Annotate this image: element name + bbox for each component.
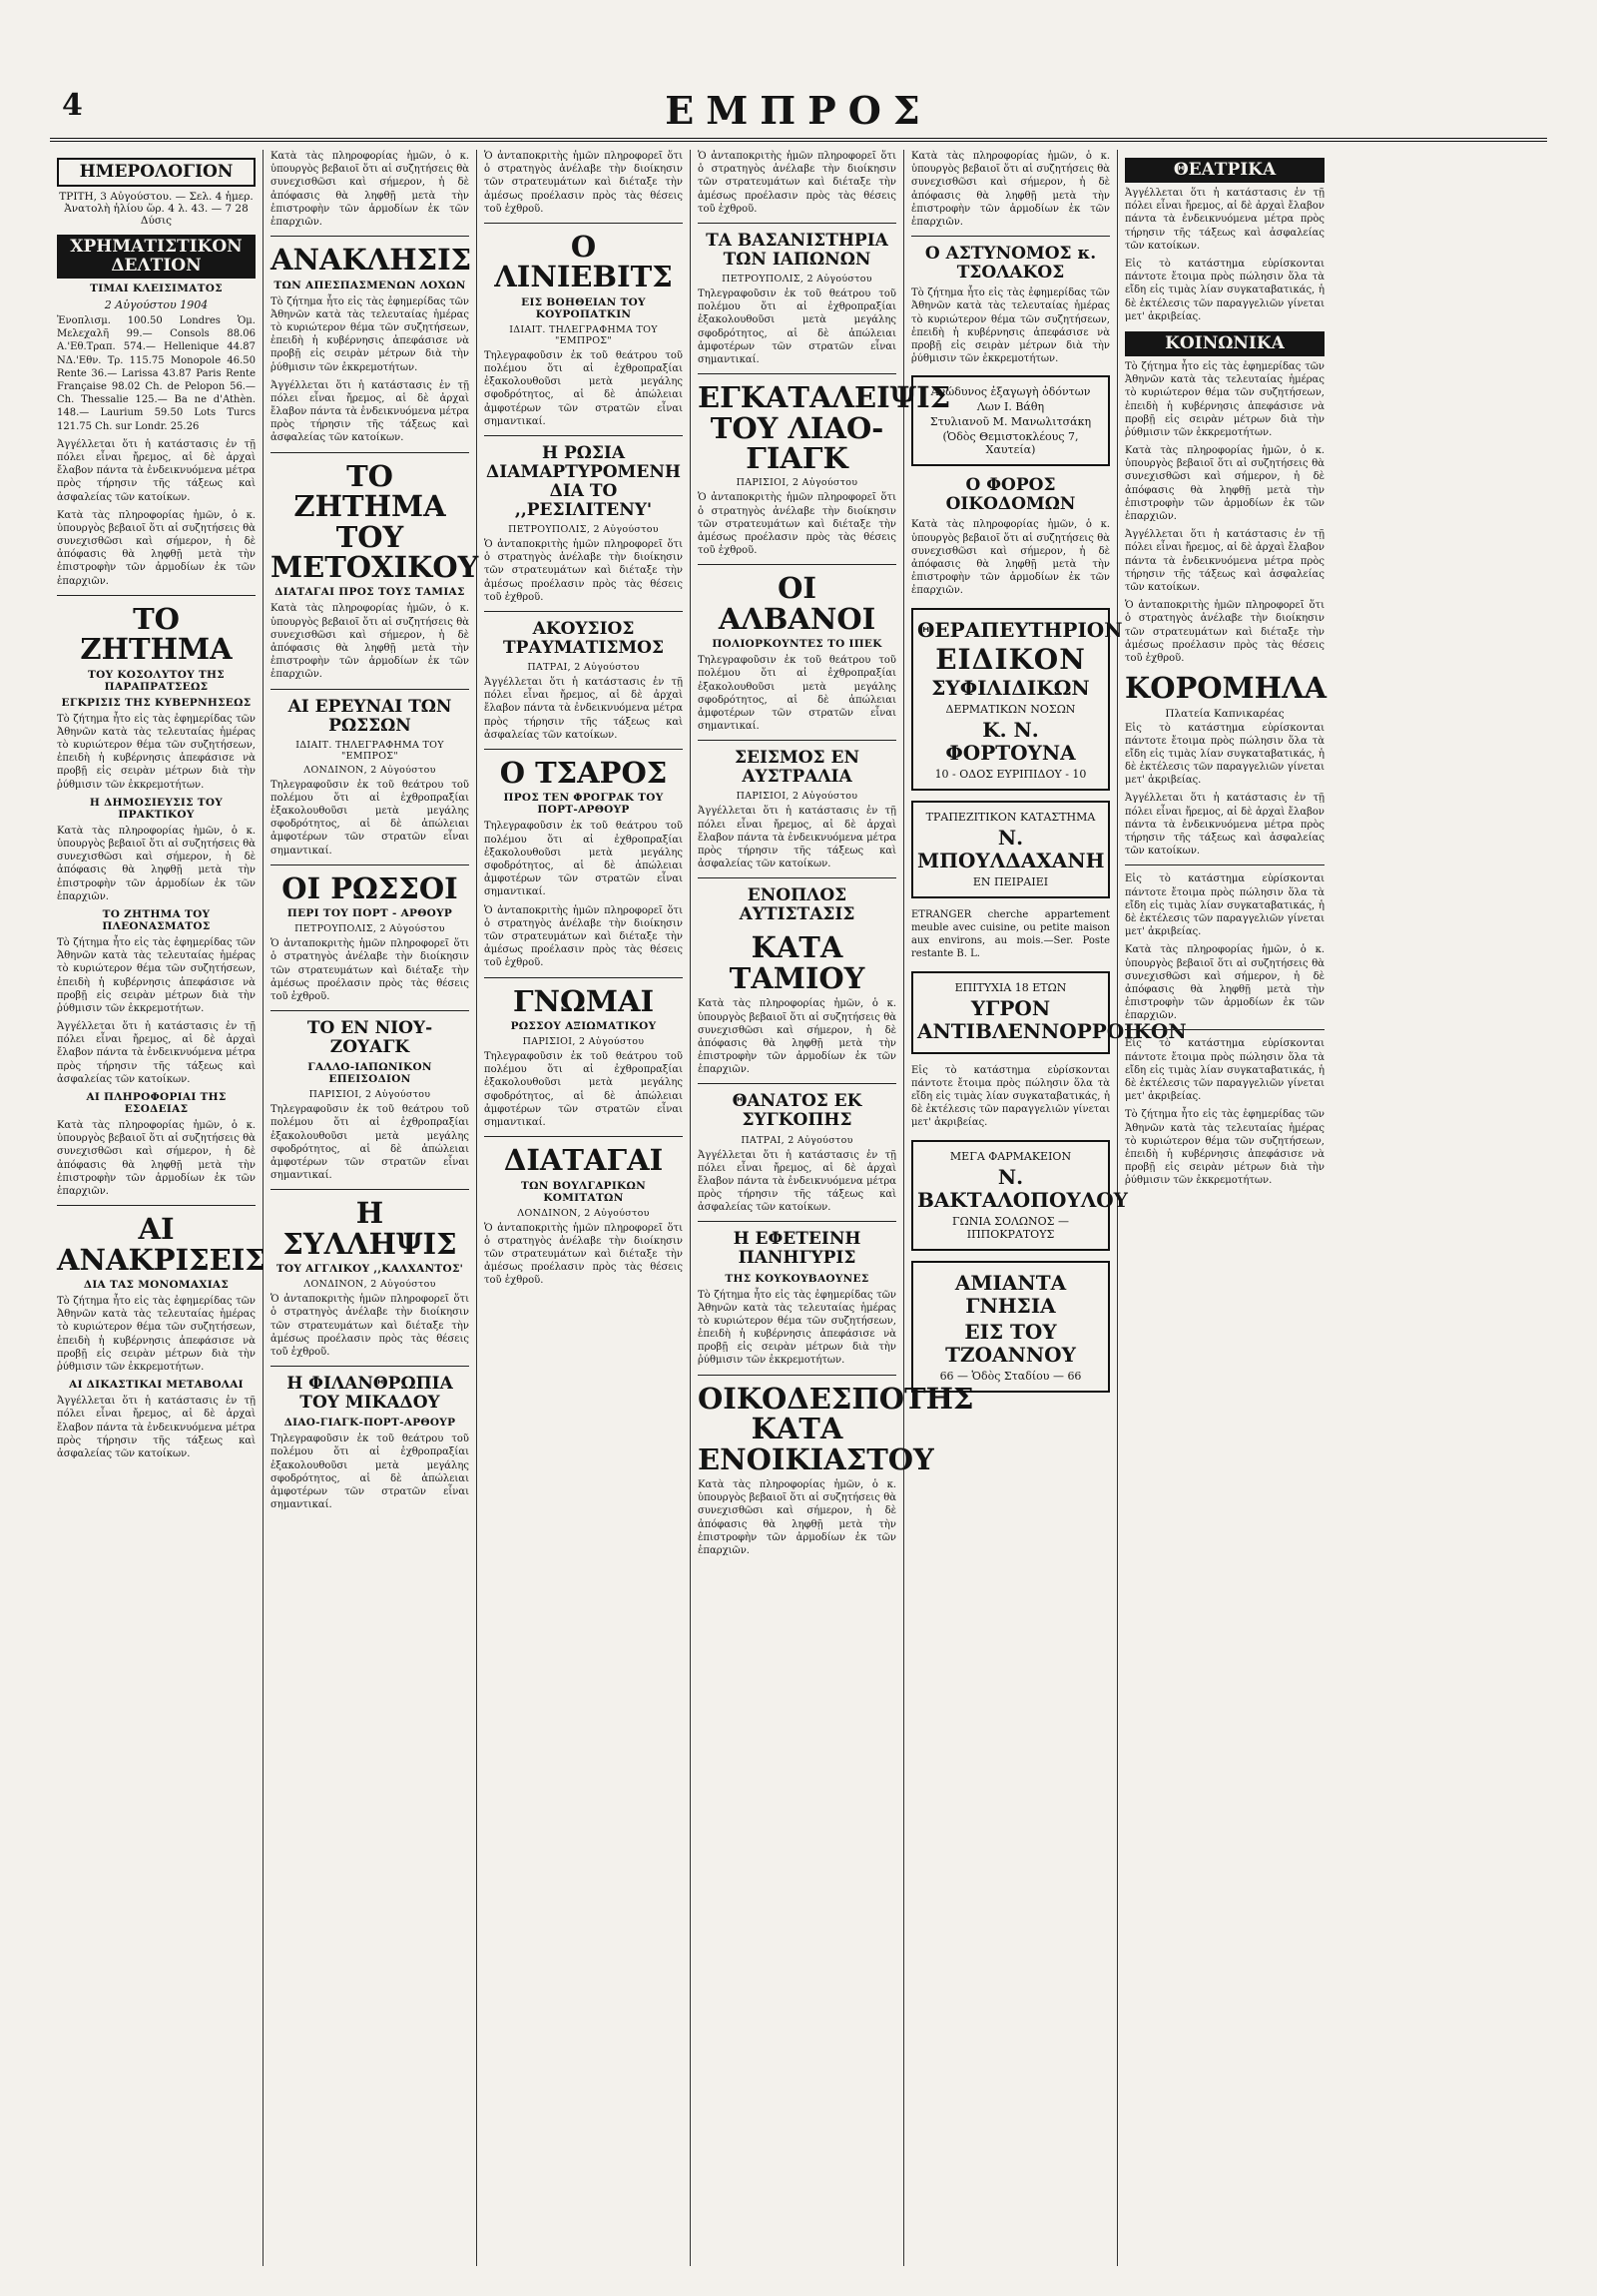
paper-title: ΕΜΠΡΟΣ bbox=[665, 88, 932, 133]
column-4 bbox=[691, 150, 974, 2266]
article-text: Κατὰ τὰς πληροφορίας ἡμῶν, ὁ κ. ὑπουργὸς βεβαιοῖ ὅτι αἱ συζητήσεις θὰ συνεχισθῶσι καὶ σήμερον, ἡ δὲ ἀπόφασις θὰ ληφθῇ μετὰ τὴν ἐπιστροφὴν τῶν ἀρμοδίων ἐκ τῶν ἐπαρχιῶν. bbox=[57, 509, 256, 587]
wire-dateline: ΛΟΝΔΙΝΟΝ, 2 Αὐγούστου bbox=[517, 1207, 650, 1219]
article-subtitle: ΔΙΑΤΑΓΑΙ ΠΡΟΣ ΤΟΥΣ ΤΑΜΙΑΣ bbox=[274, 586, 465, 599]
article-subtitle: ΤΟΥ ΑΓΓΛΙΚΟΥ ,,ΚΑΛΧΑΝΤΟΣ' bbox=[275, 1263, 464, 1276]
article-text: Τηλεγραφοῦσιν ἐκ τοῦ θεάτρου τοῦ πολέμου ὅτι αἱ ἐχθροπραξίαι ἐξακολουθοῦσι μετὰ μεγάλης σφοδρότητος, αἱ δὲ ἀπώλειαι ἀμφοτέρων τῶν στρατῶν εἶναι σημαντικαί. bbox=[270, 779, 469, 857]
article-text: Ἀγγέλλεται ὅτι ἡ κατάστασις ἐν τῇ πόλει εἶναι ἤρεμος, αἱ δὲ ἀρχαὶ ἔλαβον πάντα τὰ ἐνδεικνυόμενα μέτρα πρὸς τήρησιν τῆς τάξεως καὶ ἀσφαλείας τῶν κατοίκων. bbox=[698, 1149, 896, 1214]
article-title: Ο ΤΣΑΡΟΣ bbox=[499, 756, 668, 790]
article-text: Ἀγγέλλεται ὅτι ἡ κατάστασις ἐν τῇ πόλει εἶναι ἤρεμος, αἱ δὲ ἀρχαὶ ἔλαβον πάντα τὰ ἐνδεικνυόμενα μέτρα πρὸς τήρησιν τῆς τάξεως καὶ ἀσφαλείας τῶν κατοίκων. bbox=[1125, 529, 1325, 593]
article-title: Η ΡΩΣΙΑ ΔΙΑΜΑΡΤΥΡΟΜΕΝΗ ΔΙΑ ΤΟ ,,ΡΕΣΙΛΙΤΕΝΥ' bbox=[486, 442, 681, 521]
article-text: Κατὰ τὰς πληροφορίας ἡμῶν, ὁ κ. ὑπουργὸς βεβαιοῖ ὅτι αἱ συζητήσεις θὰ συνεχισθῶσι καὶ σήμερον, ἡ δὲ ἀπόφασις θὰ ληφθῇ μετὰ τὴν ἐπιστροφὴν τῶν ἀρμοδίων ἐκ τῶν ἐπαρχιῶν. bbox=[1125, 445, 1325, 522]
calendar-line: ΤΡΙΤΗ, 3 Αὐγούστου. — Σελ. 4 ἡμερ. Ἀνατολὴ ἡλίου ὥρ. 4 λ. 43. — 7 28 Δύσις bbox=[59, 191, 254, 228]
article-subtitle: ΠΕΡΙ ΤΟΥ ΠΟΡΤ - ΑΡΘΟΥΡ bbox=[286, 907, 453, 920]
ad-line: ΜΕΓΑ ΦΑΡΜΑΚΕΙΟΝ bbox=[949, 1149, 1072, 1163]
article-text: Κατὰ τὰς πληροφορίας ἡμῶν, ὁ κ. ὑπουργὸς βεβαιοῖ ὅτι αἱ συζητήσεις θὰ συνεχισθῶσι καὶ σήμερον, ἡ δὲ ἀπόφασις θὰ ληφθῇ μετὰ τὴν ἐπιστροφὴν τῶν ἀρμοδίων ἐκ τῶν ἐπαρχιῶν. bbox=[911, 519, 1110, 597]
divider bbox=[698, 1375, 896, 1376]
article-text: Εἰς τὸ κατάστημα εὑρίσκονται πάντοτε ἔτοιμα πρὸς πώλησιν ὅλα τὰ εἴδη εἰς τιμὰς λίαν συγκαταβατικάς, ἡ δὲ ἐκτέλεσις τῶν παραγγελιῶν γίνεται μετ' ἀκριβείας. bbox=[1125, 1038, 1325, 1103]
article-text: Κατὰ τὰς πληροφορίας ἡμῶν, ὁ κ. ὑπουργὸς βεβαιοῖ ὅτι αἱ συζητήσεις θὰ συνεχισθῶσι καὶ σήμερον, ἡ δὲ ἀπόφασις θὰ ληφθῇ μετὰ τὴν ἐπιστροφὴν τῶν ἀρμοδίων ἐκ τῶν ἐπαρχιῶν. bbox=[1125, 944, 1325, 1022]
article-text: Ὁ ἀνταποκριτὴς ἡμῶν πληροφορεῖ ὅτι ὁ στρατηγὸς ἀνέλαβε τὴν διοίκησιν τῶν στρατευμάτων καὶ διέταξε τὴν ἀμέσως προέλασιν πρὸς τὰς θέσεις τοῦ ἐχθροῦ. bbox=[698, 492, 896, 557]
ad-line: ΕΝ ΠΕΙΡΑΙΕΙ bbox=[972, 874, 1049, 888]
wire-dateline: ΠΕΤΡΟΥΠΟΛΙΣ, 2 Αὐγούστου bbox=[722, 274, 872, 285]
divider bbox=[270, 236, 469, 237]
classified-text: ETRANGER cherche appartement meuble avec cuisine, ou petite maison aux environs, au mois.—Ser. Poste restante B. L. bbox=[911, 908, 1110, 960]
article-subtitle: ΑΙ ΠΛΗΡΟΦΟΡΙΑΙ ΤΗΣ ΕΣΟΔΕΙΑΣ bbox=[86, 1091, 227, 1116]
article-title: Ο ΦΟΡΟΣ ΟΙΚΟΔΟΜΩΝ bbox=[945, 475, 1076, 515]
divider bbox=[1125, 864, 1325, 865]
divider bbox=[1125, 1029, 1325, 1030]
prices-date: 2 Αὐγούστου 1904 bbox=[104, 298, 209, 312]
article-text: Τὸ ζήτημα ἦτο εἰς τὰς ἐφημερίδας τῶν Ἀθηνῶν κατὰ τὰς τελευταίας ἡμέρας τὸ κυριώτερον θέμα τῶν συζητήσεων, ἐπειδὴ ἡ κυβέρνησις ἀπεφάσισε νὰ προβῇ εἰς σειρὰν μέτρων διὰ τὴν ῥύθμισιν τῶν ἐκκρεμοτήτων. bbox=[1125, 1109, 1325, 1187]
article-title: ΚΑΤΑ ΤΑΜΙΟΥ bbox=[729, 930, 865, 995]
ad-line: ΕΠΙΤΥΧΙΑ 18 ΕΤΩΝ bbox=[954, 980, 1067, 994]
article-title: Η ΕΦΕΤΕΙΝΗ ΠΑΝΗΓΥΡΙΣ bbox=[733, 1229, 861, 1269]
article-text: Τὸ ζήτημα ἦτο εἰς τὰς ἐφημερίδας τῶν Ἀθηνῶν κατὰ τὰς τελευταίας ἡμέρας τὸ κυριώτερον θέμα τῶν συζητήσεων, ἐπειδὴ ἡ κυβέρνησις ἀπεφάσισε νὰ προβῇ εἰς σειρὰν μέτρων διὰ τὴν ῥύθμισιν τῶν ἐκκρεμοτήτων. bbox=[57, 1296, 256, 1373]
ad-address: 66 — Ὁδὸς Σταδίου — 66 bbox=[939, 1369, 1082, 1383]
article-text: Τηλεγραφοῦσιν ἐκ τοῦ θεάτρου τοῦ πολέμου ὅτι αἱ ἐχθροπραξίαι ἐξακολουθοῦσι μετὰ μεγάλης σφοδρότητος, αἱ δὲ ἀπώλειαι ἀμφοτέρων τῶν στρατῶν εἶναι σημαντικαί. bbox=[484, 821, 683, 898]
ad-address: Πλατεία Καπνικαρέας bbox=[1165, 707, 1285, 720]
article-text: Τὸ ζήτημα ἦτο εἰς τὰς ἐφημερίδας τῶν Ἀθηνῶν κατὰ τὰς τελευταίας ἡμέρας τὸ κυριώτερον θέμα τῶν συζητήσεων, ἐπειδὴ ἡ κυβέρνησις ἀπεφάσισε νὰ προβῇ εἰς σειρὰν μέτρων διὰ τὴν ῥύθμισιν τῶν ἐκκρεμοτήτων. bbox=[1125, 360, 1325, 438]
article-text: Ἀγγέλλεται ὅτι ἡ κατάστασις ἐν τῇ πόλει εἶναι ἤρεμος, αἱ δὲ ἀρχαὶ ἔλαβον πάντα τὰ ἐνδεικνυόμενα μέτρα πρὸς τήρησιν τῆς τάξεως καὶ ἀσφαλείας τῶν κατοίκων. bbox=[698, 806, 896, 870]
article-title: ΤΟ ΖΗΤΗΜΑ ΤΟΥ ΜΕΤΟΧΙΚΟΥ bbox=[270, 458, 479, 584]
divider bbox=[484, 611, 683, 612]
article-text: Τὸ ζήτημα ἦτο εἰς τὰς ἐφημερίδας τῶν Ἀθηνῶν κατὰ τὰς τελευταίας ἡμέρας τὸ κυριώτερον θέμα τῶν συζητήσεων, ἐπειδὴ ἡ κυβέρνησις ἀπεφάσισε νὰ προβῇ εἰς σειρὰν μέτρων διὰ τὴν ῥύθμισιν τῶν ἐκκρεμοτήτων. bbox=[270, 295, 469, 373]
divider bbox=[270, 689, 469, 690]
dentist-ad bbox=[911, 375, 1110, 466]
ad-line: Στυλιανοῦ Μ. Μανωλιτσάκη bbox=[929, 415, 1092, 429]
article-text: Κατὰ τὰς πληροφορίας ἡμῶν, ὁ κ. ὑπουργὸς βεβαιοῖ ὅτι αἱ συζητήσεις θὰ συνεχισθῶσι καὶ σήμερον, ἡ δὲ ἀπόφασις θὰ ληφθῇ μετὰ τὴν ἐπιστροφὴν τῶν ἀρμοδίων ἐκ τῶν ἐπαρχιῶν. bbox=[698, 1478, 896, 1556]
article-title: ΑΝΑΚΛΗΣΙΣ bbox=[270, 243, 472, 278]
article-title: ΕΓΚΑΤΑΛΕΙΨΙΣ ΤΟΥ ΛΙΑΟ-ΓΙΑΓΚ bbox=[698, 380, 951, 475]
article-text: Τηλεγραφοῦσιν ἐκ τοῦ θεάτρου τοῦ πολέμου ὅτι αἱ ἐχθροπραξίαι ἐξακολουθοῦσι μετὰ μεγάλης σφοδρότητος, αἱ δὲ ἀπώλειαι ἀμφοτέρων τῶν στρατῶν εἶναι σημαντικαί. bbox=[698, 655, 896, 733]
pharmacy-ad bbox=[911, 1140, 1128, 1251]
article-text: Ἀγγέλλεται ὅτι ἡ κατάστασις ἐν τῇ πόλει εἶναι ἤρεμος, αἱ δὲ ἀρχαὶ ἔλαβον πάντα τὰ ἐνδεικνυόμενα μέτρα πρὸς τήρησιν τῆς τάξεως καὶ ἀσφαλείας τῶν κατοίκων. bbox=[57, 438, 256, 503]
divider bbox=[270, 1010, 469, 1011]
divider bbox=[698, 740, 896, 741]
article-subtitle: ΕΓΚΡΙΣΙΣ ΤΗΣ ΚΥΒΕΡΝΗΣΕΩΣ bbox=[61, 696, 252, 709]
article-title: ΟΙ ΑΛΒΑΝΟΙ bbox=[718, 571, 876, 636]
ad-heading: Ν. ΜΠΟΥΛΔΑΧΑΝΗ bbox=[917, 825, 1105, 872]
article-title: Ο ΛΙΝΙΕΒΙΤΣ bbox=[494, 229, 673, 294]
article-text: Εἰς τὸ κατάστημα εὑρίσκονται πάντοτε ἔτοιμα πρὸς πώλησιν ὅλα τὰ εἴδη εἰς τιμὰς λίαν συγκαταβατικάς, ἡ δὲ ἐκτέλεσις τῶν παραγγελιῶν γίνεται μετ' ἀκριβείας. bbox=[1125, 258, 1325, 322]
column-1 bbox=[50, 150, 264, 2266]
wire-dateline: ΠΑΤΡΑΙ, 2 Αὐγούστου bbox=[741, 1134, 853, 1146]
divider bbox=[484, 435, 683, 436]
article-text: Τηλεγραφοῦσιν ἐκ τοῦ θεάτρου τοῦ πολέμου ὅτι αἱ ἐχθροπραξίαι ἐξακολουθοῦσι μετὰ μεγάλης σφοδρότητος, αἱ δὲ ἀπώλειαι ἀμφοτέρων τῶν στρατῶν εἶναι σημαντικαί. bbox=[484, 1050, 683, 1128]
divider bbox=[698, 564, 896, 565]
article-title: ΤΟ ΖΗΤΗΜΑ bbox=[80, 601, 233, 667]
article-text: Ἀγγέλλεται ὅτι ἡ κατάστασις ἐν τῇ πόλει εἶναι ἤρεμος, αἱ δὲ ἀρχαὶ ἔλαβον πάντα τὰ ἐνδεικνυόμενα μέτρα πρὸς τήρησιν τῆς τάξεως καὶ ἀσφαλείας τῶν κατοίκων. bbox=[1125, 793, 1325, 858]
article-subtitle: ΤΗΣ ΚΟΥΚΟΥΒΑΟΥΝΕΣ bbox=[725, 1272, 869, 1285]
ad-line: ΔΕΡΜΑΤΙΚΩΝ ΝΟΣΩΝ bbox=[945, 702, 1076, 716]
divider bbox=[484, 223, 683, 224]
article-subtitle: ΕΙΣ ΒΟΗΘΕΙΑΝ ΤΟΥ ΚΟΥΡΟΠΑΤΚΙΝ bbox=[521, 295, 646, 320]
article-title: ΕΝΟΠΛΟΣ ΑΥΤΙΣΤΑΣΙΣ bbox=[739, 885, 855, 925]
divider bbox=[270, 1189, 469, 1190]
article-text: Ὁ ἀνταποκριτὴς ἡμῶν πληροφορεῖ ὅτι ὁ στρατηγὸς ἀνέλαβε τὴν διοίκησιν τῶν στρατευμάτων καὶ διέταξε τὴν ἀμέσως προέλασιν πρὸς τὰς θέσεις τοῦ ἐχθροῦ. bbox=[270, 938, 469, 1002]
calendar-heading: ΗΜΕΡΟΛΟΓΙΟΝ bbox=[57, 158, 256, 187]
ad-heading: ΣΥΦΙΛΙΔΙΚΩΝ bbox=[931, 675, 1090, 700]
section-heading: ΘΕΑΤΡΙΚΑ bbox=[1125, 158, 1325, 183]
article-title: ΘΑΝΑΤΟΣ ΕΚ ΣΥΓΚΟΠΗΣ bbox=[732, 1091, 862, 1131]
article-text: Τηλεγραφοῦσιν ἐκ τοῦ θεάτρου τοῦ πολέμου ὅτι αἱ ἐχθροπραξίαι ἐξακολουθοῦσι μετὰ μεγάλης σφοδρότητος, αἱ δὲ ἀπώλειαι ἀμφοτέρων τῶν στρατῶν εἶναι σημαντικαί. bbox=[270, 1434, 469, 1511]
article-title: Η ΦΙΛΑΝΘΡΩΠΙΑ ΤΟΥ ΜΙΚΑΔΟΥ bbox=[286, 1374, 453, 1414]
article-title: ΟΙ ΡΩΣΣΟΙ bbox=[281, 870, 458, 905]
column-6 bbox=[1118, 150, 1331, 2266]
article-title: ΤΑ ΒΑΣΑΝΙΣΤΗΡΙΑ ΤΩΝ ΙΑΠΩΝΩΝ bbox=[706, 230, 888, 270]
article-text: Κατὰ τὰς πληροφορίας ἡμῶν, ὁ κ. ὑπουργὸς βεβαιοῖ ὅτι αἱ συζητήσεις θὰ συνεχισθῶσι καὶ σήμερον, ἡ δὲ ἀπόφασις θὰ ληφθῇ μετὰ τὴν ἐπιστροφὴν τῶν ἀρμοδίων ἐκ τῶν ἐπαρχιῶν. bbox=[57, 1120, 256, 1197]
divider bbox=[484, 749, 683, 750]
article-text: Ὁ ἀνταποκριτὴς ἡμῶν πληροφορεῖ ὅτι ὁ στρατηγὸς ἀνέλαβε τὴν διοίκησιν τῶν στρατευμάτων καὶ διέταξε τὴν ἀμέσως προέλασιν πρὸς τὰς θέσεις τοῦ ἐχθροῦ. bbox=[270, 1294, 469, 1358]
prices-heading: ΤΙΜΑΙ ΚΛΕΙΣΙΜΑΤΟΣ bbox=[90, 283, 223, 295]
article-text: Ὁ ἀνταποκριτὴς ἡμῶν πληροφορεῖ ὅτι ὁ στρατηγὸς ἀνέλαβε τὴν διοίκησιν τῶν στρατευμάτων καὶ διέταξε τὴν ἀμέσως προέλασιν πρὸς τὰς θέσεις τοῦ ἐχθροῦ. bbox=[698, 151, 896, 215]
masthead-rule bbox=[50, 138, 1547, 142]
article-text: Εἰς τὸ κατάστημα εὑρίσκονται πάντοτε ἔτοιμα πρὸς πώλησιν ὅλα τὰ εἴδη εἰς τιμὰς λίαν συγκαταβατικάς, ἡ δὲ ἐκτέλεσις τῶν παραγγελιῶν γίνεται μετ' ἀκριβείας. bbox=[1125, 722, 1325, 787]
article-subtitle: ΤΟΥ ΚΟΣΟΛΥΤΟΥ ΤΗΣ ΠΑΡΑΠΡΑΤΣΕΩΣ bbox=[88, 668, 225, 693]
article-title: Ο ΑΣΤΥΝΟΜΟΣ κ. ΤΣΟΛΑΚΟΣ bbox=[924, 244, 1097, 284]
ad-doctor: Κ. Ν. ΦΟΡΤΟΥΝΑ bbox=[945, 717, 1076, 765]
article-text: Ἀγγέλλεται ὅτι ἡ κατάστασις ἐν τῇ πόλει εἶναι ἤρεμος, αἱ δὲ ἀρχαὶ ἔλαβον πάντα τὰ ἐνδεικνυόμενα μέτρα πρὸς τήρησιν τῆς τάξεως καὶ ἀσφαλείας τῶν κατοίκων. bbox=[270, 379, 469, 444]
ad-heading: ΕΙΣ ΤΟΥ ΤΖΟΑΝΝΟΥ bbox=[945, 1319, 1076, 1367]
ad-heading: ΕΙΔΙΚΟΝ bbox=[935, 642, 1086, 676]
column-5 bbox=[904, 150, 1187, 2266]
divider bbox=[270, 864, 469, 865]
divider bbox=[698, 223, 896, 224]
ad-heading: ΑΜΙΑΝΤΑ ΓΝΗΣΙΑ bbox=[954, 1270, 1067, 1318]
wire-dateline: ΠΕΤΡΟΥΠΟΛΙΣ, 2 Αὐγούστου bbox=[508, 524, 659, 536]
article-text: Κατὰ τὰς πληροφορίας ἡμῶν, ὁ κ. ὑπουργὸς βεβαιοῖ ὅτι αἱ συζητήσεις θὰ συνεχισθῶσι καὶ σήμερον, ἡ δὲ ἀπόφασις θὰ ληφθῇ μετὰ τὴν ἐπιστροφὴν τῶν ἀρμοδίων ἐκ τῶν ἐπαρχιῶν. bbox=[698, 998, 896, 1076]
article-text: Τηλεγραφοῦσιν ἐκ τοῦ θεάτρου τοῦ πολέμου ὅτι αἱ ἐχθροπραξίαι ἐξακολουθοῦσι μετὰ μεγάλης σφοδρότητος, αἱ δὲ ἀπώλειαι ἀμφοτέρων τῶν στρατῶν εἶναι σημαντικαί. bbox=[270, 1104, 469, 1182]
article-title: ΑΙ ΕΡΕΥΝΑΙ ΤΩΝ ΡΩΣΣΩΝ bbox=[287, 696, 452, 736]
wire-dateline: ΠΑΡΙΣΙΟΙ, 2 Αὐγούστου bbox=[308, 1089, 431, 1101]
article-subtitle: ΤΩΝ ΑΠΕΣΠΑΣΜΕΝΩΝ ΛΟΧΩΝ bbox=[273, 279, 466, 291]
divider bbox=[698, 1083, 896, 1084]
divider bbox=[270, 452, 469, 453]
ad-line: ΤΡΑΠΕΖΙΤΙΚΟΝ ΚΑΤΑΣΤΗΜΑ bbox=[925, 810, 1096, 824]
divider bbox=[698, 1221, 896, 1222]
page-number: 4 bbox=[62, 88, 83, 123]
article-subtitle: ΓΑΛΛΟ-ΙΑΠΩΝΙΚΟΝ ΕΠΕΙΣΟΔΙΟΝ bbox=[307, 1061, 432, 1086]
article-text: Τηλεγραφοῦσιν ἐκ τοῦ θεάτρου τοῦ πολέμου ὅτι αἱ ἐχθροπραξίαι ἐξακολουθοῦσι μετὰ μεγάλης σφοδρότητος, αἱ δὲ ἀπώλειαι ἀμφοτέρων τῶν στρατῶν εἶναι σημαντικαί. bbox=[698, 288, 896, 365]
article-subtitle: ΤΟ ΖΗΤΗΜΑ ΤΟΥ ΠΛΕΟΝΑΣΜΑΤΟΣ bbox=[102, 907, 211, 932]
article-text: Ὁ ἀνταποκριτὴς ἡμῶν πληροφορεῖ ὅτι ὁ στρατηγὸς ἀνέλαβε τὴν διοίκησιν τῶν στρατευμάτων καὶ διέταξε τὴν ἀμέσως προέλασιν πρὸς τὰς θέσεις τοῦ ἐχθροῦ. bbox=[484, 151, 683, 215]
prices-text: Ἐνοπλισμ. 100.50 Londres Ὁμ. Μελεχαλῆ 99.— Consols 88.06 Α.'Εθ.Τραπ. 574.— Hellenique 44.87 ΝΔ.'Εθν. Τρ. 115.75 Monopole 46.50 Rente 36.— Larissa 43.87 Paris Rente Française 98.02 Ch. de Pelopon 56.— Ch. Thessalie 125.— Ba ne d'Athèn. 148.— Laurium 59.50 Lots Turcs 121.75 Ch. sur Londr. 25.26 bbox=[57, 315, 256, 432]
article-text: Ἀγγέλλεται ὅτι ἡ κατάστασις ἐν τῇ πόλει εἶναι ἤρεμος, αἱ δὲ ἀρχαὶ ἔλαβον πάντα τὰ ἐνδεικνυόμενα μέτρα πρὸς τήρησιν τῆς τάξεως καὶ ἀσφαλείας τῶν κατοίκων. bbox=[57, 1396, 256, 1459]
divider bbox=[270, 1366, 469, 1367]
wire-dateline: ΠΑΡΙΣΙΟΙ, 2 Αὐγούστου bbox=[736, 477, 858, 489]
article-subtitle: Η ΔΗΜΟΣΙΕΥΣΙΣ ΤΟΥ ΠΡΑΚΤΙΚΟΥ bbox=[89, 796, 224, 821]
article-text: Ἀγγέλλεται ὅτι ἡ κατάστασις ἐν τῇ πόλει εἶναι ἤρεμος, αἱ δὲ ἀρχαὶ ἔλαβον πάντα τὰ ἐνδεικνυόμενα μέτρα πρὸς τήρησιν τῆς τάξεως καὶ ἀσφαλείας τῶν κατοίκων. bbox=[57, 1021, 256, 1085]
article-subtitle: ΡΩΣΣΟΥ ΑΞΙΩΜΑΤΙΚΟΥ bbox=[510, 1019, 657, 1032]
columns bbox=[50, 150, 1547, 2266]
article-title: ΟΙΚΟΔΕΣΠΟΤΗΣ ΚΑΤΑ ΕΝΟΙΚΙΑΣΤΟΥ bbox=[698, 1381, 974, 1476]
masthead bbox=[50, 88, 1547, 133]
ad-line: Ἀνώδυνος ἐξαγωγὴ ὀδόντων bbox=[930, 385, 1091, 399]
column-2 bbox=[264, 150, 477, 2266]
wire-dateline: ΠΕΤΡΟΥΠΟΛΙΣ, 2 Αὐγούστου bbox=[294, 923, 445, 935]
column-3 bbox=[477, 150, 691, 2266]
ad-heading: ΚΟΡΟΜΗΛΑ bbox=[1125, 671, 1328, 706]
article-subtitle: ΠΡΟΣ ΤΕΝ ΦΡΟΓΡΑΚ ΤΟΥ ΠΟΡΤ-ΑΡΘΟΥΡ bbox=[503, 792, 664, 817]
article-subtitle: ΔΙΑ ΤΑΣ ΜΟΝΟΜΑΧΙΑΣ bbox=[83, 1279, 230, 1292]
article-text: Ὁ ἀνταποκριτὴς ἡμῶν πληροφορεῖ ὅτι ὁ στρατηγὸς ἀνέλαβε τὴν διοίκησιν τῶν στρατευμάτων καὶ διέταξε τὴν ἀμέσως προέλασιν πρὸς τὰς θέσεις τοῦ ἐχθροῦ. bbox=[484, 904, 683, 969]
divider bbox=[911, 236, 1110, 237]
divider bbox=[57, 1205, 256, 1206]
remedy-ad bbox=[911, 971, 1187, 1054]
wire-label: ΙΔΙΑΙΤ. ΤΗΛΕΓΡΑΦΗΜΑ ΤΟΥ "ΕΜΠΡΟΣ" bbox=[509, 323, 658, 346]
article-text: Τὸ ζήτημα ἦτο εἰς τὰς ἐφημερίδας τῶν Ἀθηνῶν κατὰ τὰς τελευταίας ἡμέρας τὸ κυριώτερον θέμα τῶν συζητήσεων, ἐπειδὴ ἡ κυβέρνησις ἀπεφάσισε νὰ προβῇ εἰς σειρὰν μέτρων διὰ τὴν ῥύθμισιν τῶν ἐκκρεμοτήτων. bbox=[911, 287, 1110, 365]
article-text: Ἀγγέλλεται ὅτι ἡ κατάστασις ἐν τῇ πόλει εἶναι ἤρεμος, αἱ δὲ ἀρχαὶ ἔλαβον πάντα τὰ ἐνδεικνυόμενα μέτρα πρὸς τήρησιν τῆς τάξεως καὶ ἀσφαλείας τῶν κατοίκων. bbox=[484, 677, 683, 741]
article-text: Ὁ ἀνταποκριτὴς ἡμῶν πληροφορεῖ ὅτι ὁ στρατηγὸς ἀνέλαβε τὴν διοίκησιν τῶν στρατευμάτων καὶ διέταξε τὴν ἀμέσως προέλασιν πρὸς τὰς θέσεις τοῦ ἐχθροῦ. bbox=[484, 1222, 683, 1287]
ad-heading: ΘΕΡΑΠΕΥΤΗΡΙΟΝ bbox=[917, 617, 1123, 642]
divider bbox=[698, 877, 896, 878]
article-text: Ὁ ἀνταποκριτὴς ἡμῶν πληροφορεῖ ὅτι ὁ στρατηγὸς ἀνέλαβε τὴν διοίκησιν τῶν στρατευμάτων καὶ διέταξε τὴν ἀμέσως προέλασιν πρὸς τὰς θέσεις τοῦ ἐχθροῦ. bbox=[484, 539, 683, 603]
wire-dateline: ΠΑΡΙΣΙΟΙ, 2 Αὐγούστου bbox=[522, 1035, 645, 1047]
article-title: ΑΙ ΑΝΑΚΡΙΣΕΙΣ bbox=[57, 1212, 266, 1277]
article-text: Ἀγγέλλεται ὅτι ἡ κατάστασις ἐν τῇ πόλει εἶναι ἤρεμος, αἱ δὲ ἀρχαὶ ἔλαβον πάντα τὰ ἐνδεικνυόμενα μέτρα πρὸς τήρησιν τῆς τάξεως καὶ ἀσφαλείας τῶν κατοίκων. bbox=[1125, 188, 1325, 252]
article-text: Εἰς τὸ κατάστημα εὑρίσκονται πάντοτε ἔτοιμα πρὸς πώλησιν ὅλα τὰ εἴδη εἰς τιμὰς λίαν συγκαταβατικάς, ἡ δὲ ἐκτέλεσις τῶν παραγγελιῶν γίνεται μετ' ἀκριβείας. bbox=[1125, 873, 1325, 938]
article-title: ΣΕΙΣΜΟΣ ΕΝ ΑΥΣΤΡΑΛΙΑ bbox=[734, 748, 859, 788]
divider bbox=[484, 977, 683, 978]
wire-dateline: ΠΑΤΡΑΙ, 2 Αὐγούστου bbox=[527, 662, 640, 674]
article-text: Εἰς τὸ κατάστημα εὑρίσκονται πάντοτε ἔτοιμα πρὸς πώλησιν ὅλα τὰ εἴδη εἰς τιμὰς λίαν συγκαταβατικάς, ἡ δὲ ἐκτέλεσις τῶν παραγγελιῶν γίνεται μετ' ἀκριβείας. bbox=[911, 1064, 1111, 1129]
article-text: Κατὰ τὰς πληροφορίας ἡμῶν, ὁ κ. ὑπουργὸς βεβαιοῖ ὅτι αἱ συζητήσεις θὰ συνεχισθῶσι καὶ σήμερον, ἡ δὲ ἀπόφασις θὰ ληφθῇ μετὰ τὴν ἐπιστροφὴν τῶν ἀρμοδίων ἐκ τῶν ἐπαρχιῶν. bbox=[270, 151, 469, 228]
ad-address: 10 - ΟΔΟΣ ΕΥΡΙΠΙΔΟΥ - 10 bbox=[934, 767, 1087, 781]
article-text: Τὸ ζήτημα ἦτο εἰς τὰς ἐφημερίδας τῶν Ἀθηνῶν κατὰ τὰς τελευταίας ἡμέρας τὸ κυριώτερον θέμα τῶν συζητήσεων, ἐπειδὴ ἡ κυβέρνησις ἀπεφάσισε νὰ προβῇ εἰς σειρὰν μέτρων διὰ τὴν ῥύθμισιν τῶν ἐκκρεμοτήτων. bbox=[57, 936, 256, 1014]
article-title: ΑΚΟΥΣΙΟΣ ΤΡΑΥΜΑΤΙΣΜΟΣ bbox=[502, 619, 665, 659]
article-title: ΔΙΑΤΑΓΑΙ bbox=[503, 1143, 664, 1178]
article-text: Κατὰ τὰς πληροφορίας ἡμῶν, ὁ κ. ὑπουργὸς βεβαιοῖ ὅτι αἱ συζητήσεις θὰ συνεχισθῶσι καὶ σήμερον, ἡ δὲ ἀπόφασις θὰ ληφθῇ μετὰ τὴν ἐπιστροφὴν τῶν ἀρμοδίων ἐκ τῶν ἐπαρχιῶν. bbox=[270, 603, 469, 681]
article-subtitle: ΔΙΑΟ-ΓΙΑΓΚ-ΠΟΡΤ-ΑΡΘΟΥΡ bbox=[283, 1417, 456, 1430]
ad-heading: ΥΓΡΟΝ ΑΝΤΙΒΛΕΝΝΟΡΡΟΙΚΟΝ bbox=[917, 995, 1187, 1043]
article-subtitle: ΑΙ ΔΙΚΑΣΤΙΚΑΙ ΜΕΤΑΒΟΛΑΙ bbox=[69, 1379, 244, 1392]
ad-heading: Ν. ΒΑΚΤΑΛΟΠΟΥΛΟΥ bbox=[917, 1164, 1128, 1212]
clinic-ad bbox=[911, 608, 1123, 791]
bank-ad bbox=[911, 801, 1110, 898]
article-text: Τὸ ζήτημα ἦτο εἰς τὰς ἐφημερίδας τῶν Ἀθηνῶν κατὰ τὰς τελευταίας ἡμέρας τὸ κυριώτερον θέμα τῶν συζητήσεων, ἐπειδὴ ἡ κυβέρνησις ἀπεφάσισε νὰ προβῇ εἰς σειρὰν μέτρων διὰ τὴν ῥύθμισιν τῶν ἐκκρεμοτήτων. bbox=[57, 713, 256, 791]
wire-dateline: ΠΑΡΙΣΙΟΙ, 2 Αὐγούστου bbox=[736, 791, 858, 803]
divider bbox=[57, 595, 256, 596]
divider bbox=[484, 1136, 683, 1137]
ad-line: Λων Ι. Βάθη bbox=[976, 400, 1045, 414]
article-title: Η ΣΥΛΛΗΨΙΣ bbox=[282, 1196, 457, 1261]
article-text: Κατὰ τὰς πληροφορίας ἡμῶν, ὁ κ. ὑπουργὸς βεβαιοῖ ὅτι αἱ συζητήσεις θὰ συνεχισθῶσι καὶ σήμερον, ἡ δὲ ἀπόφασις θὰ ληφθῇ μετὰ τὴν ἐπιστροφὴν τῶν ἀρμοδίων ἐκ τῶν ἐπαρχιῶν. bbox=[57, 825, 256, 902]
market-heading: ΧΡΗΜΑΤΙΣΤΙΚΟΝ ΔΕΛΤΙΟΝ bbox=[57, 235, 256, 279]
wire-dateline: ΛΟΝΔΙΝΟΝ, 2 Αὐγούστου bbox=[303, 1279, 436, 1291]
divider bbox=[698, 373, 896, 374]
article-subtitle: ΠΟΛΙΟΡΚΟΥΝΤΕΣ ΤΟ ΙΠΕΚ bbox=[712, 638, 882, 651]
article-title: ΤΟ ΕΝ ΝΙΟΥ-ΖΟΥΑΓΚ bbox=[306, 1018, 433, 1058]
ad-line: (Ὁδὸς Θεμιστοκλέους 7, Χαυτεία) bbox=[942, 430, 1079, 457]
wire-dateline: ΛΟΝΔΙΝΟΝ, 2 Αὐγούστου bbox=[303, 764, 436, 776]
wire-label: ΙΔΙΑΙΤ. ΤΗΛΕΓΡΑΦΗΜΑ ΤΟΥ "ΕΜΠΡΟΣ" bbox=[295, 739, 444, 762]
section-heading: ΚΟΙΝΩΝΙΚΑ bbox=[1125, 331, 1325, 356]
article-text: Κατὰ τὰς πληροφορίας ἡμῶν, ὁ κ. ὑπουργὸς βεβαιοῖ ὅτι αἱ συζητήσεις θὰ συνεχισθῶσι καὶ σήμερον, ἡ δὲ ἀπόφασις θὰ ληφθῇ μετὰ τὴν ἐπιστροφὴν τῶν ἀρμοδίων ἐκ τῶν ἐπαρχιῶν. bbox=[911, 151, 1110, 228]
ad-line: ΓΩΝΙΑ ΣΟΛΩΝΟΣ — ΙΠΠΟΚΡΑΤΟΥΣ bbox=[952, 1214, 1069, 1241]
article-text: Τηλεγραφοῦσιν ἐκ τοῦ θεάτρου τοῦ πολέμου ὅτι αἱ ἐχθροπραξίαι ἐξακολουθοῦσι μετὰ μεγάλης σφοδρότητος, αἱ δὲ ἀπώλειαι ἀμφοτέρων τῶν στρατῶν εἶναι σημαντικαί. bbox=[484, 349, 683, 427]
article-title: ΓΝΩΜΑΙ bbox=[512, 983, 655, 1018]
article-subtitle: ΤΩΝ ΒΟΥΛΓΑΡΙΚΩΝ ΚΟΜΙΤΑΤΩΝ bbox=[520, 1179, 647, 1204]
article-text: Ὁ ἀνταποκριτὴς ἡμῶν πληροφορεῖ ὅτι ὁ στρατηγὸς ἀνέλαβε τὴν διοίκησιν τῶν στρατευμάτων καὶ διέταξε τὴν ἀμέσως προέλασιν πρὸς τὰς θέσεις τοῦ ἐχθροῦ. bbox=[1125, 600, 1325, 664]
asbestos-ad bbox=[911, 1261, 1110, 1393]
article-text: Τὸ ζήτημα ἦτο εἰς τὰς ἐφημερίδας τῶν Ἀθηνῶν κατὰ τὰς τελευταίας ἡμέρας τὸ κυριώτερον θέμα τῶν συζητήσεων, ἐπειδὴ ἡ κυβέρνησις ἀπεφάσισε νὰ προβῇ εἰς σειρὰν μέτρων διὰ τὴν ῥύθμισιν τῶν ἐκκρεμοτήτων. bbox=[698, 1289, 896, 1367]
